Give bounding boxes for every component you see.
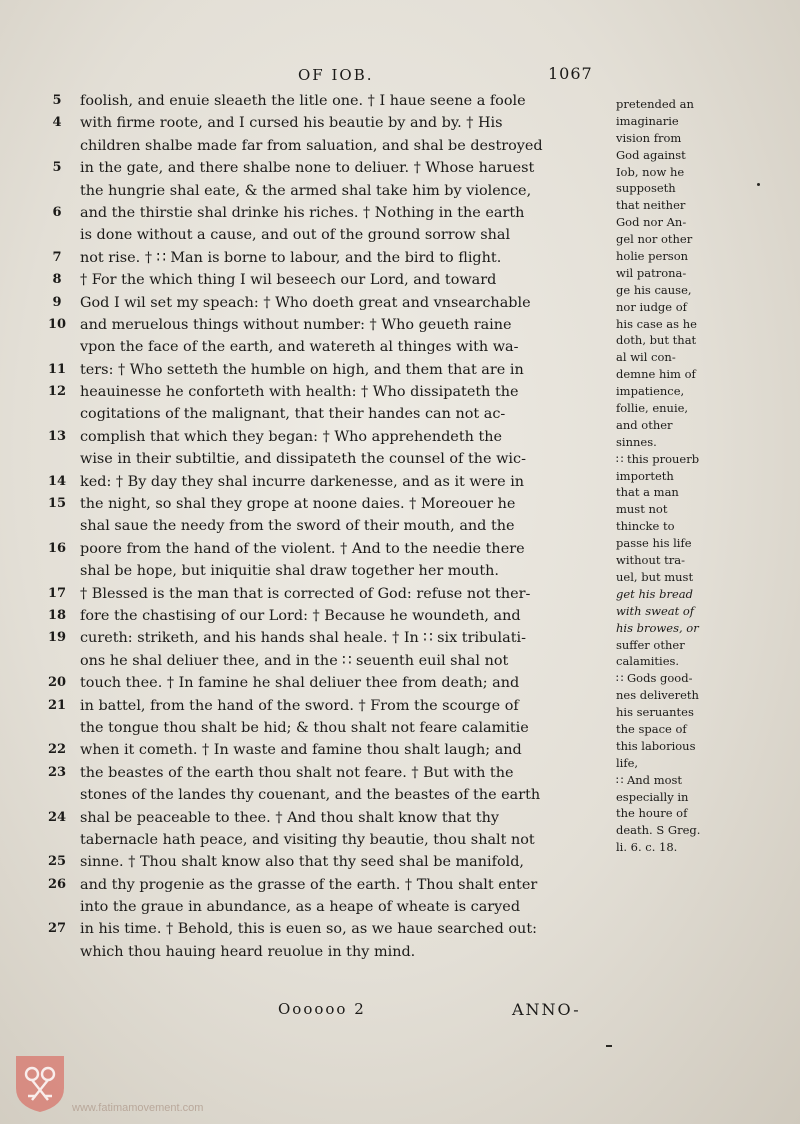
margin-note-line: without tra-	[616, 553, 686, 568]
text-line	[40, 359, 620, 381]
line-text: shal saue the needy from the sword of their mouth, and the	[80, 518, 515, 535]
verse-number: 6	[52, 204, 62, 220]
margin-note-line: calamities.	[616, 654, 680, 669]
line-text: fore the chastising of our Lord: † Because he woundeth, and	[80, 607, 521, 624]
text-line	[40, 403, 620, 425]
margin-note-line: especially in	[616, 789, 689, 804]
page-footer	[0, 1000, 800, 1024]
verse-number: 15	[47, 496, 67, 512]
line-text: shal be peaceable to thee. † And thou shalt know that thy	[80, 809, 500, 826]
verse-number: 8	[52, 272, 62, 288]
text-line	[40, 851, 620, 873]
margin-note-line: holie person	[616, 249, 689, 264]
line-text: cogitations of the malignant, that their handes can not ac-	[80, 406, 506, 423]
margin-note-line: nes delivereth	[616, 688, 699, 703]
margin-note-line: wil patrona-	[616, 265, 687, 280]
line-text: and thy progenie as the grasse of the earth. † Thou shalt enter	[80, 876, 538, 893]
page-number: 1067	[548, 64, 593, 83]
text-line	[40, 202, 620, 224]
text-line	[40, 247, 620, 269]
margin-note-line: doth, but that	[616, 333, 697, 348]
text-line	[40, 874, 620, 896]
margin-notes	[616, 96, 796, 856]
verse-number: 7	[52, 249, 62, 265]
margin-note-line: God nor An-	[616, 215, 687, 230]
line-text: ons he shal deliuer thee, and in the ∷ seuenth euil shal not	[80, 652, 509, 669]
text-line	[40, 471, 620, 493]
line-text: the night, so shal they grope at noone daies. † Moreouer he	[80, 496, 516, 513]
verse-number: 12	[47, 384, 67, 400]
text-line	[40, 538, 620, 560]
margin-note-line: God against	[616, 147, 686, 162]
signature-mark: Oooooo 2	[278, 1000, 366, 1018]
ink-speck	[757, 183, 760, 186]
text-line	[40, 650, 620, 672]
text-line	[40, 560, 620, 582]
line-text: is done without a cause, and out of the ground sorrow shal	[80, 227, 511, 244]
line-text: sinne. † Thou shalt know also that thy seed shal be manifold,	[80, 854, 525, 871]
line-text: ked: † By day they shal incurre darkenesse, and as it were in	[80, 473, 525, 490]
text-line	[40, 717, 620, 739]
line-text: in his time. † Behold, this is euen so, as we haue searched out:	[80, 921, 537, 938]
text-line	[40, 583, 620, 605]
line-text: into the graue in abundance, as a heape of wheate is caryed	[80, 899, 521, 916]
text-line	[40, 180, 620, 202]
margin-note-line: his browes, or	[616, 620, 699, 635]
margin-note-line: ∷ Gods good-	[616, 671, 693, 686]
line-text: † For the which thing I wil beseech our Lord, and toward	[80, 272, 497, 289]
margin-note-line: ge his cause,	[616, 282, 692, 297]
margin-note-line: al wil con-	[616, 350, 676, 365]
margin-note-line: that neither	[616, 198, 686, 213]
margin-note-line: death. S Greg.	[616, 823, 701, 838]
verse-number: 5	[52, 160, 62, 176]
margin-note-line: suffer other	[616, 637, 685, 652]
verse-number: 23	[47, 764, 67, 780]
text-line	[40, 112, 620, 134]
text-line	[40, 292, 620, 314]
text-line	[40, 807, 620, 829]
margin-note-line: li. 6. c. 18.	[616, 840, 678, 855]
margin-note-line: life,	[616, 755, 639, 770]
text-line	[40, 941, 620, 963]
margin-note-line: demne him of	[616, 367, 696, 382]
line-text: poore from the hand of the violent. † And to the needie there	[80, 540, 525, 557]
text-line	[40, 627, 620, 649]
verse-number: 11	[47, 361, 67, 377]
verse-number: 4	[52, 115, 62, 131]
verse-number: 19	[47, 630, 67, 646]
text-line	[40, 515, 620, 537]
margin-note-line: uel, but must	[616, 569, 694, 584]
verse-number: 9	[52, 294, 62, 310]
margin-note-line: impatience,	[616, 384, 685, 399]
verse-number: 14	[47, 473, 67, 489]
margin-note-line: thincke to	[616, 519, 675, 534]
verse-number: 5	[52, 93, 62, 108]
verse-number: 21	[47, 697, 67, 713]
margin-note-line: ∷ And most	[616, 772, 683, 787]
ink-mark	[606, 1045, 612, 1047]
verse-number: 26	[47, 876, 67, 892]
text-line	[40, 224, 620, 246]
catchword: ANNO-	[512, 1000, 581, 1019]
line-text: children shalbe made far from saluation, and shal be destroyed	[80, 137, 543, 154]
text-line	[40, 336, 620, 358]
line-text: and the thirstie shal drinke his riches. † Nothing in the earth	[80, 204, 525, 221]
line-text: vpon the face of the earth, and watereth al thinges with wa-	[80, 339, 519, 356]
text-line	[40, 157, 620, 179]
text-line	[40, 605, 620, 627]
text-line	[40, 269, 620, 291]
line-text: tabernacle hath peace, and visiting thy beautie, thou shalt not	[80, 831, 535, 848]
verse-number: 27	[47, 921, 67, 937]
line-text: heauinesse he conforteth with health: † Who dissipateth the	[80, 384, 519, 401]
margin-note-line: importeth	[616, 468, 674, 483]
text-line	[40, 695, 620, 717]
margin-note-line: ∷ this prouerb	[616, 451, 700, 466]
text-line	[40, 762, 620, 784]
text-line	[40, 314, 620, 336]
line-text: † Blessed is the man that is corrected of God: refuse not ther-	[80, 585, 531, 602]
text-line	[40, 90, 620, 112]
line-text: the beastes of the earth thou shalt not feare. † But with the	[80, 764, 514, 781]
verse-number: 22	[47, 742, 67, 758]
margin-note-line: with sweat of	[616, 603, 695, 618]
line-text: with firme roote, and I cursed his beautie by and by. † His	[80, 115, 503, 132]
text-line	[40, 896, 620, 918]
margin-note-line: vision from	[616, 130, 682, 145]
watermark-url[interactable]: www.fatimamovement.com	[72, 1102, 204, 1114]
margin-note-line: follie, enuie,	[616, 401, 689, 416]
line-text: the hungrie shal eate, & the armed shal take him by violence,	[80, 182, 532, 199]
verse-number: 16	[47, 540, 67, 556]
verse-number: 18	[47, 607, 67, 623]
line-text: cureth: striketh, and his hands shal heale. † In ∷ six tribulati-	[80, 630, 526, 647]
margin-note-line: his seruantes	[616, 705, 694, 720]
text-line	[40, 829, 620, 851]
margin-note-line: this laborious	[616, 738, 696, 753]
line-text: touch thee. † In famine he shal deliuer thee from death; and	[80, 675, 520, 692]
verse-number: 10	[47, 316, 67, 332]
text-line	[40, 493, 620, 515]
margin-note-line: and other	[616, 417, 673, 432]
page-header	[0, 66, 800, 90]
line-text: shal be hope, but iniquitie shal draw together her mouth.	[80, 563, 500, 580]
text-line	[40, 918, 620, 940]
margin-note-line: passe his life	[616, 536, 692, 551]
margin-note-line: supposeth	[616, 181, 676, 196]
line-text: not rise. † ∷ Man is borne to labour, and the bird to flight.	[80, 249, 502, 266]
line-text: foolish, and enuie sleaeth the litle one. † I haue seene a foole	[80, 93, 526, 109]
margin-note-line: Iob, now he	[616, 164, 685, 179]
margin-note-line: get his bread	[616, 586, 693, 601]
shield-logo-icon	[14, 1054, 66, 1114]
line-text: which thou hauing heard reuolue in thy mind.	[80, 943, 416, 960]
line-text: wise in their subtiltie, and dissipateth the counsel of the wic-	[80, 451, 526, 468]
margin-note-line: nor iudge of	[616, 299, 687, 314]
margin-note-line: that a man	[616, 485, 679, 500]
line-text: in battel, from the hand of the sword. † From the scourge of	[80, 697, 519, 714]
verse-number: 25	[47, 854, 67, 870]
text-line	[40, 426, 620, 448]
margin-note-line: imaginarie	[616, 113, 679, 128]
text-line	[40, 135, 620, 157]
text-line	[40, 381, 620, 403]
line-text: and meruelous things without number: † Who geueth raine	[80, 316, 512, 333]
margin-note-line: gel nor other	[616, 232, 693, 247]
line-text: when it cometh. † In waste and famine thou shalt laugh; and	[80, 742, 522, 759]
line-text: God I wil set my speach: † Who doeth great and vnsearchable	[80, 294, 531, 311]
text-line	[40, 672, 620, 694]
text-line	[40, 448, 620, 470]
line-text: in the gate, and there shalbe none to deliuer. † Whose haruest	[80, 160, 535, 177]
verse-number: 24	[47, 809, 67, 825]
running-title: OF IOB.	[298, 66, 374, 84]
verse-number: 17	[47, 585, 67, 601]
margin-note-line: his case as he	[616, 316, 697, 331]
text-line	[40, 739, 620, 761]
scripture-text	[40, 90, 620, 963]
line-text: the tongue thou shalt be hid; & thou shalt not feare calamitie	[80, 719, 529, 736]
line-text: stones of the landes thy couenant, and the beastes of the earth	[80, 787, 541, 804]
line-text: ters: † Who setteth the humble on high, and them that are in	[80, 361, 524, 378]
margin-note-line: sinnes.	[616, 434, 657, 449]
margin-note-line: the houre of	[616, 806, 688, 821]
line-text: complish that which they began: † Who apprehendeth the	[80, 428, 503, 445]
verse-number: 20	[47, 675, 67, 691]
margin-note-line: pretended an	[616, 97, 694, 111]
margin-note-line: the space of	[616, 721, 687, 736]
text-line	[40, 784, 620, 806]
verse-number: 13	[47, 428, 67, 444]
margin-note-line: must not	[616, 502, 668, 517]
